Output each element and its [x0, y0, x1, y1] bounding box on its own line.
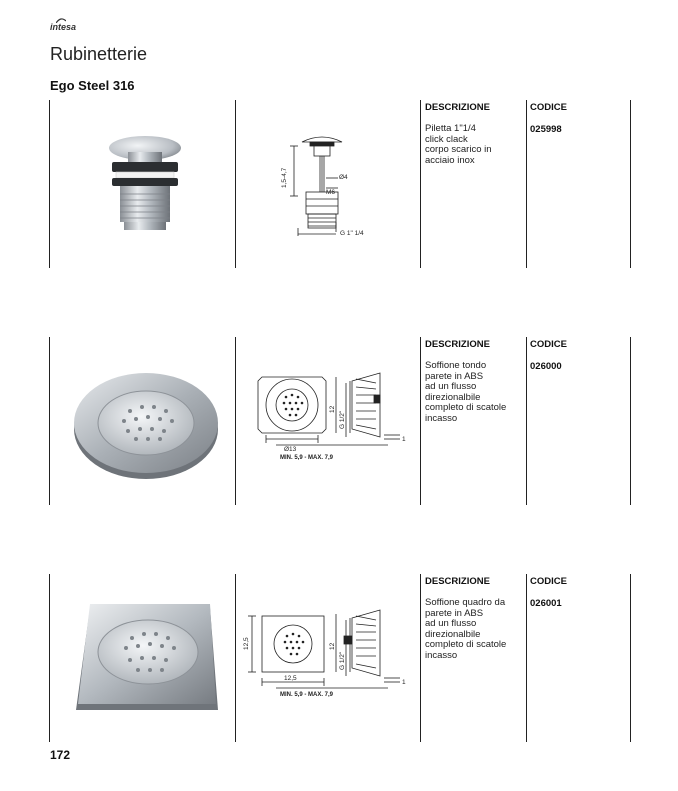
column-divider	[235, 337, 236, 505]
column-divider	[420, 337, 421, 505]
column-divider	[49, 574, 50, 742]
product-photo-round-shower-head	[60, 345, 230, 495]
product-description: Soffione tondo parete in ABS ad un flusso direzionalbile completo di scatole incasso	[425, 360, 507, 424]
drawing-label-side-horizontal: 12,5	[284, 675, 297, 682]
code-header: CODICE	[530, 102, 567, 113]
drawing-label-height: 1,5-4,7	[281, 167, 288, 188]
column-divider	[630, 574, 631, 742]
series-title: Ego Steel 316	[50, 78, 135, 93]
product-photo-drain	[60, 108, 230, 258]
column-divider	[235, 574, 236, 742]
brand-logo: intesa	[50, 22, 77, 32]
drawing-label-thread: M6	[326, 189, 336, 196]
drawing-label-connection: G 1" 1/4	[340, 230, 364, 237]
column-divider	[420, 100, 421, 268]
product-description: Soffione quadro da parete in ABS ad un flusso direzionalbile completo di scatole incasso	[425, 597, 507, 661]
column-divider	[420, 574, 421, 742]
product-photo-square-shower-head	[60, 582, 230, 732]
drawing-label-connection: G 1/2"	[339, 651, 346, 670]
column-divider	[630, 337, 631, 505]
drawing-label-diameter: Ø4	[339, 174, 348, 181]
description-header: DESCRIZIONE	[425, 339, 490, 350]
technical-drawing-square-shower-head	[240, 580, 418, 736]
drawing-label-depth: 12	[329, 405, 336, 413]
description-header: DESCRIZIONE	[425, 102, 490, 113]
column-divider	[526, 100, 527, 268]
drawing-label-offset: 1	[402, 436, 406, 443]
drawing-label-range: MIN. 5,9 - MAX. 7,9	[280, 455, 334, 461]
drawing-label-side-vertical: 12,5	[243, 637, 250, 650]
column-divider	[49, 337, 50, 505]
page-number: 172	[50, 748, 71, 762]
column-divider	[235, 100, 236, 268]
product-row-1	[0, 100, 678, 270]
drawing-label-offset: 1	[402, 679, 406, 686]
drawing-label-depth: 12	[329, 642, 336, 650]
product-code: 026001	[530, 598, 562, 609]
column-divider	[49, 100, 50, 268]
code-header: CODICE	[530, 339, 567, 350]
product-code: 026000	[530, 361, 562, 372]
drawing-label-diameter: Ø13	[284, 446, 297, 453]
description-header: DESCRIZIONE	[425, 576, 490, 587]
column-divider	[630, 100, 631, 268]
drawing-label-range: MIN. 5,9 - MAX. 7,9	[280, 692, 334, 698]
technical-drawing-drain	[240, 106, 418, 262]
drawing-label-connection: G 1/2"	[339, 410, 346, 429]
section-title: Rubinetterie	[50, 44, 148, 64]
column-divider	[526, 574, 527, 742]
product-row-2	[0, 337, 678, 507]
product-row-3	[0, 574, 678, 744]
column-divider	[526, 337, 527, 505]
product-code: 025998	[530, 124, 562, 135]
product-description: Piletta 1"1/4 click clack corpo scarico in acciaio inox	[425, 123, 492, 166]
code-header: CODICE	[530, 576, 567, 587]
technical-drawing-round-shower-head	[240, 343, 418, 499]
